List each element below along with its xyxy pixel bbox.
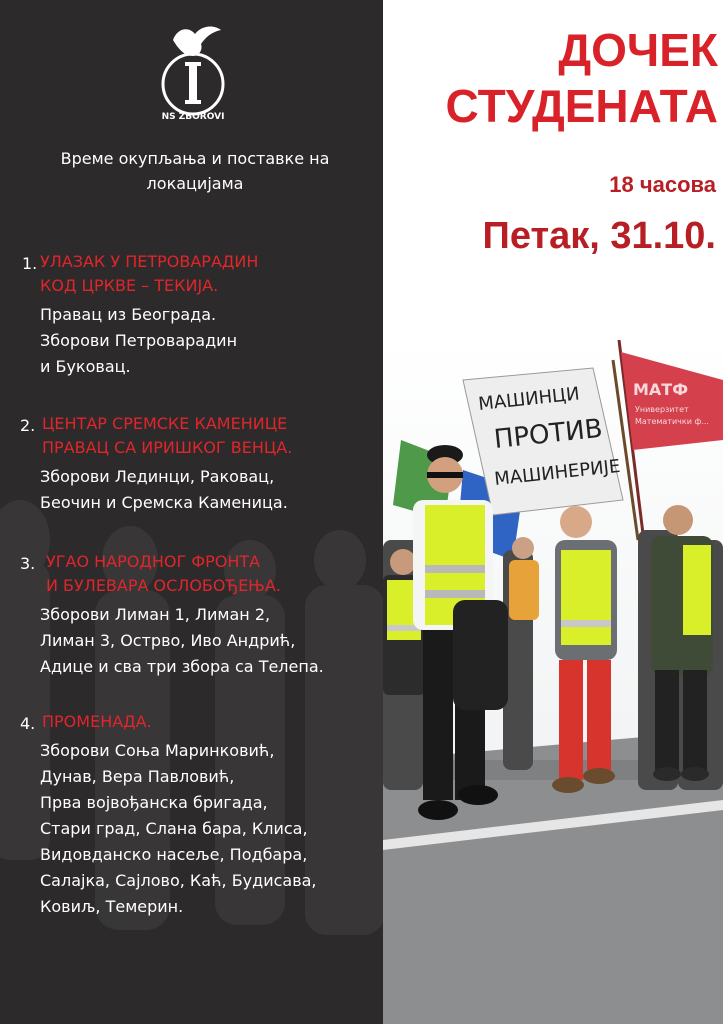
banner-text: МАШИНЦИ [477, 383, 581, 415]
flag-text: МАТФ [633, 380, 689, 399]
location-title: УГАО НАРОДНОГ ФРОНТА И БУЛЕВАРА ОСЛОБОЂЕЊА. [46, 552, 281, 595]
subtitle: Време окупљања и поставке на локацијама [60, 149, 330, 193]
location-number: 1. [22, 254, 38, 273]
headline: ДОЧЕК СТУДЕНАТА [445, 24, 718, 132]
event-date: Петак, 31.10. [482, 215, 716, 257]
location-title: ЦЕНТАР СРЕМСКЕ КАМЕНИЦЕ ПРАВАЦ СА ИРИШКОГ ВЕНЦА. [42, 414, 293, 457]
march-photo [383, 340, 723, 1024]
location-details: Зборови Лиман 1, Лиман 2, Лиман 3, Острво, Иво Андрић, Адице и сва три збора са Телепа. [40, 605, 324, 676]
event-time: 18 часова [609, 172, 716, 197]
location-title: УЛАЗАК У ПЕТРОВАРАДИН КОД ЦРКВЕ – ТЕКИЈА. [40, 252, 259, 295]
flag-text: Математички ф... [635, 417, 709, 426]
location-details: Зборови Лединци, Раковац, Беочин и Сремска Каменица. [40, 467, 288, 512]
location-details: Зборови Соња Маринковић, Дунав, Вера Павловић, Прва војвођанска бригада, Стари град, Слана бара, Клиса, Видовданско насеље, Подбара, Салајка, Сајлово, Каћ, Будисава, Ковиљ, Темерин. [40, 741, 317, 916]
logo-text: NS ZBOROVI [161, 112, 225, 122]
flag-text: Универзитет [635, 405, 689, 414]
location-number: 4. [20, 714, 36, 733]
location-number: 2. [20, 416, 36, 435]
location-number: 3. [20, 554, 36, 573]
location-details: Правац из Београда. Зборови Петроварадин и Буковац. [40, 305, 238, 376]
banner-text: ПРОТИВ [492, 413, 605, 455]
banner-text: МАШИНЕРИЈЕ [493, 455, 622, 490]
location-title: ПРОМЕНАДА. [42, 712, 152, 731]
dove-column-icon [155, 20, 231, 126]
